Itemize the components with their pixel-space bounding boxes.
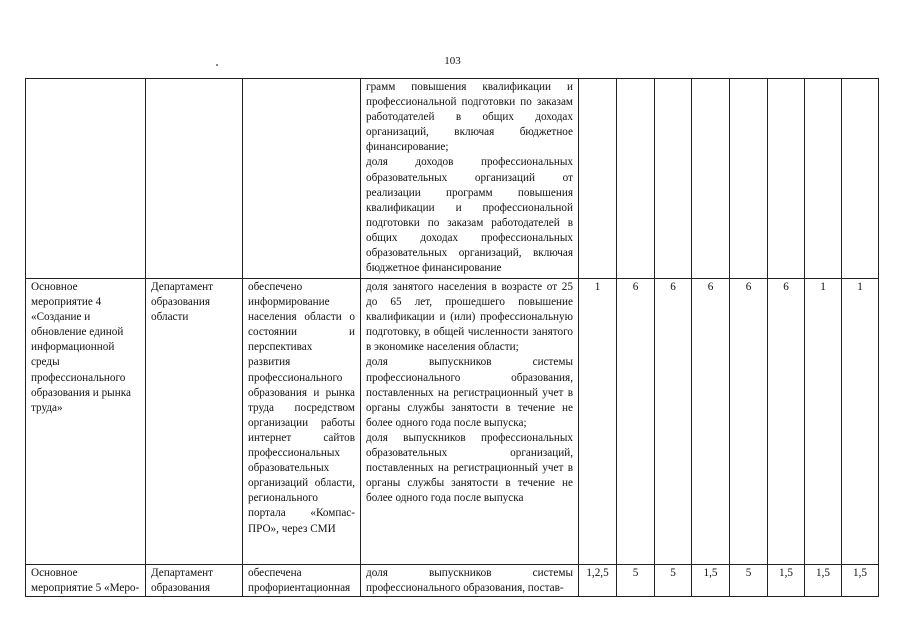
table-row	[26, 279, 879, 565]
indicator-value-cell: 1,5	[768, 565, 805, 597]
table-row	[26, 565, 879, 597]
indicator-value-cell	[617, 79, 655, 279]
executor-cell: Департамент образования области	[146, 279, 243, 565]
indicator-value-cell	[692, 79, 730, 279]
indicator-value-cell: 6	[730, 279, 768, 565]
indicator-value-cell: 5	[730, 565, 768, 597]
indicator-value-cell: 1,5	[805, 565, 842, 597]
indicator-text: грамм повышения квалификации и профессиональной подготовки по заказам работодателей в общих доходах организаций, включая бюджетное финансирование;	[366, 81, 573, 154]
indicator-value-cell: 6	[655, 279, 692, 565]
executor-cell: Департамент образования	[146, 565, 243, 597]
indicator-value-cell: 6	[768, 279, 805, 565]
indicator-text: доля доходов профессиональных образовательных организаций от реализации программ повышения квалификации и профессиональной подготовки по заказам работодателей в общих доходах профессиональных образовательных организаций, включая бюджетное финансирование	[366, 156, 573, 275]
indicator-text: доля выпускников системы профессионального образования, постав-	[366, 567, 573, 595]
indicator-value-cell	[805, 79, 842, 279]
expected-result-cell	[243, 79, 361, 279]
indicator-value-cell: 1	[579, 279, 617, 565]
executor-cell	[146, 79, 243, 279]
indicator-value-cell	[655, 79, 692, 279]
activities-table	[25, 78, 879, 597]
scan-speck	[216, 64, 218, 66]
indicator-value-cell: 1	[805, 279, 842, 565]
indicator-cell	[361, 279, 579, 565]
indicator-value-cell: 1,5	[842, 565, 879, 597]
activity-name-cell: Основное мероприятие 4 «Создание и обновление единой информационной среды профессионального образования и рынка труда»	[26, 279, 146, 565]
indicator-value-cell: 1,2,5	[579, 565, 617, 597]
indicator-value-cell: 5	[655, 565, 692, 597]
expected-result-cell: обеспечена профориентационная	[243, 565, 361, 597]
table-row	[26, 79, 879, 279]
indicator-value-cell: 1,5	[692, 565, 730, 597]
indicator-value-cell: 6	[617, 279, 655, 565]
indicator-cell	[361, 79, 579, 279]
activity-name-cell: Основное мероприятие 5 «Меро-	[26, 565, 146, 597]
indicator-text: доля выпускников профессиональных образовательных организаций, поставленных на регистрационный учет в органы службы занятости в течение не более одного года после выпуска	[366, 431, 573, 505]
indicator-value-cell	[730, 79, 768, 279]
indicator-text: доля занятого населения в возрасте от 25 до 65 лет, прошедшего повышение квалификации и (или) профессиональную подготовку, в общей численности занятого в экономике населения области;	[366, 281, 573, 354]
indicator-value-cell	[768, 79, 805, 279]
indicator-cell	[361, 565, 579, 597]
expected-result-cell: обеспечено информирование населения области о состоянии и перспективах развития профессионального образования и рынка труда посредством организации работы интернет сайтов профессиональных образовательных организаций области, регионального портала «Компас-ПРО», через СМИ	[243, 279, 361, 565]
indicator-value-cell: 1	[842, 279, 879, 565]
indicator-text: доля выпускников системы профессионального образования, поставленных на регистрационный учет в органы службы занятости в течение не более одного года после выпуска;	[366, 356, 573, 429]
page-number: 103	[444, 55, 461, 67]
indicator-value-cell: 5	[617, 565, 655, 597]
indicator-value-cell	[842, 79, 879, 279]
indicator-value-cell: 6	[692, 279, 730, 565]
activity-name-cell	[26, 79, 146, 279]
indicator-value-cell	[579, 79, 617, 279]
